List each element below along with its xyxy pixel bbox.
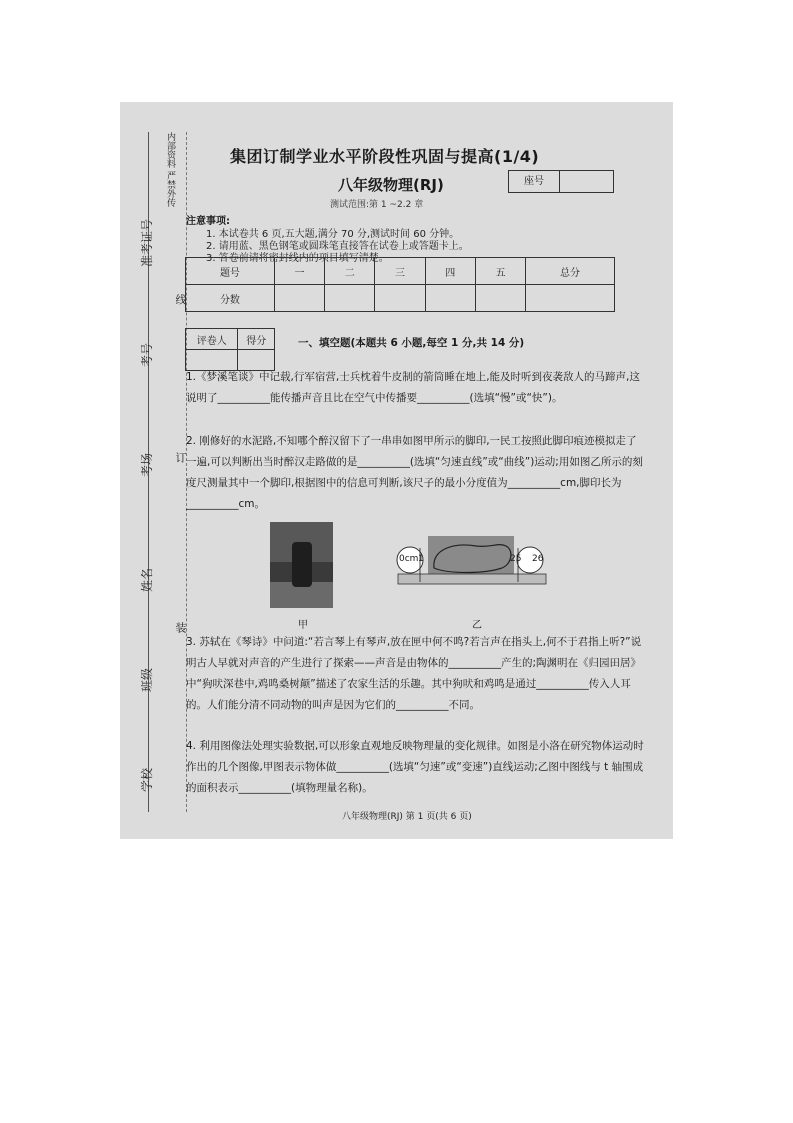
- score-cell[interactable]: [375, 285, 425, 312]
- score-cell[interactable]: [325, 285, 375, 312]
- grader-table: [185, 328, 275, 371]
- exam-title: 集团订制学业水平阶段性巩固与提高(1/4): [230, 147, 540, 166]
- question-4: 4. 利用图像法处理实验数据,可以形象直观地反映物理量的变化规律。如图是小洛在研究物体运动时作出的几个图像,甲图表示物体做__________(选填“匀速”或“变速”)直线运动;乙图中图线与 t 轴围成的面积表示__________(填物理量名称)。: [186, 740, 644, 794]
- score-header: 总分: [526, 258, 615, 285]
- notice-item: 1. 本试卷共 6 页,五大题,满分 70 分,测试时间 60 分钟。: [206, 229, 460, 240]
- grader-reviewer-label: 评卷人: [186, 329, 238, 350]
- ruler-label-1: 1: [418, 554, 424, 564]
- margin-mark-bind: 订: [174, 452, 187, 463]
- score-cell[interactable]: [526, 285, 615, 312]
- seat-number-box[interactable]: [508, 170, 614, 193]
- margin-label-exam-no: 考号: [140, 342, 154, 367]
- notice-title: 注意事项:: [186, 216, 230, 227]
- score-header: 题号: [186, 258, 275, 285]
- figure-jia-caption: 甲: [298, 620, 308, 631]
- ruler-label-26: 26: [532, 554, 544, 564]
- notice-item: 2. 请用蓝、黑色钢笔或圆珠笔直接答在试卷上或答题卡上。: [206, 241, 469, 252]
- ruler-label-25: 25: [510, 554, 522, 564]
- section1-title: 一、填空题(本题共 6 小题,每空 1 分,共 14 分): [298, 337, 525, 349]
- figure-yi-caption: 乙: [472, 620, 482, 631]
- margin-label-name: 姓名: [140, 567, 154, 592]
- margin-label-school: 学校: [140, 767, 154, 792]
- page-footer: 八年级物理(RJ) 第 1 页(共 6 页): [342, 812, 472, 822]
- score-cell[interactable]: [475, 285, 525, 312]
- exam-scope: 测试范围:第 1 ~2.2 章: [330, 200, 424, 210]
- score-header: 二: [325, 258, 375, 285]
- question-2: 2. 刚修好的水泥路,不知哪个醉汉留下了一串串如图甲所示的脚印,一民工按照此脚印痕迹模拟走了一遍,可以判断出当时醉汉走路做的是__________(选填“匀速直线”或“曲线”)运动;用如图乙所示的刻度尺测量其中一个脚印,根据图中的信息可判断,该尺子的最小分度值为__________cm,脚印长为__________cm。: [186, 435, 643, 510]
- grader-score-label: 得分: [238, 329, 275, 350]
- score-cell[interactable]: [274, 285, 324, 312]
- question-3: 3. 苏轼在《琴诗》中问道:“若言琴上有琴声,放在匣中何不鸣?若言声在指头上,何不于君指上听?”说明古人早就对声音的产生进行了探索——声音是由物体的__________产生的;陶渊明在《归园田居》中“狗吠深巷中,鸡鸣桑树颠”描述了农家生活的乐趣。其中狗吠和鸡鸣是通过__________传入人耳的。人们能分清不同动物的叫声是因为它们的__________不同。: [186, 636, 642, 711]
- margin-notice: 内部资料 严禁外传: [165, 132, 175, 207]
- score-cell[interactable]: [425, 285, 475, 312]
- exam-subtitle: 八年级物理(RJ): [338, 176, 444, 194]
- score-table: [185, 257, 615, 312]
- score-header: 五: [475, 258, 525, 285]
- margin-label-admission: 准考证号: [140, 218, 154, 267]
- score-header: 三: [375, 258, 425, 285]
- scanned-page: [120, 102, 673, 839]
- margin-mark-staple: 装: [174, 622, 187, 633]
- margin-label-class: 班级: [140, 667, 154, 692]
- notice-item: 3. 答卷前请将密封线内的项目填写清楚。: [206, 253, 389, 264]
- margin-mark-line: 线: [174, 294, 187, 305]
- seat-label: 座号: [509, 171, 560, 192]
- score-header: 一: [274, 258, 324, 285]
- ruler-label-0cm: 0cm: [399, 554, 419, 564]
- question-1: 1.《梦溪笔谈》中记载,行军宿营,士兵枕着牛皮制的箭筒睡在地上,能及时听到夜袭敌人的马蹄声,这说明了__________能传播声音且比在空气中传播要__________(选填“慢”或“快”)。: [186, 371, 640, 404]
- score-row-label: 分数: [186, 285, 275, 312]
- footprint-photo: [270, 522, 333, 608]
- margin-label-room: 考场: [140, 452, 154, 477]
- score-header: 四: [425, 258, 475, 285]
